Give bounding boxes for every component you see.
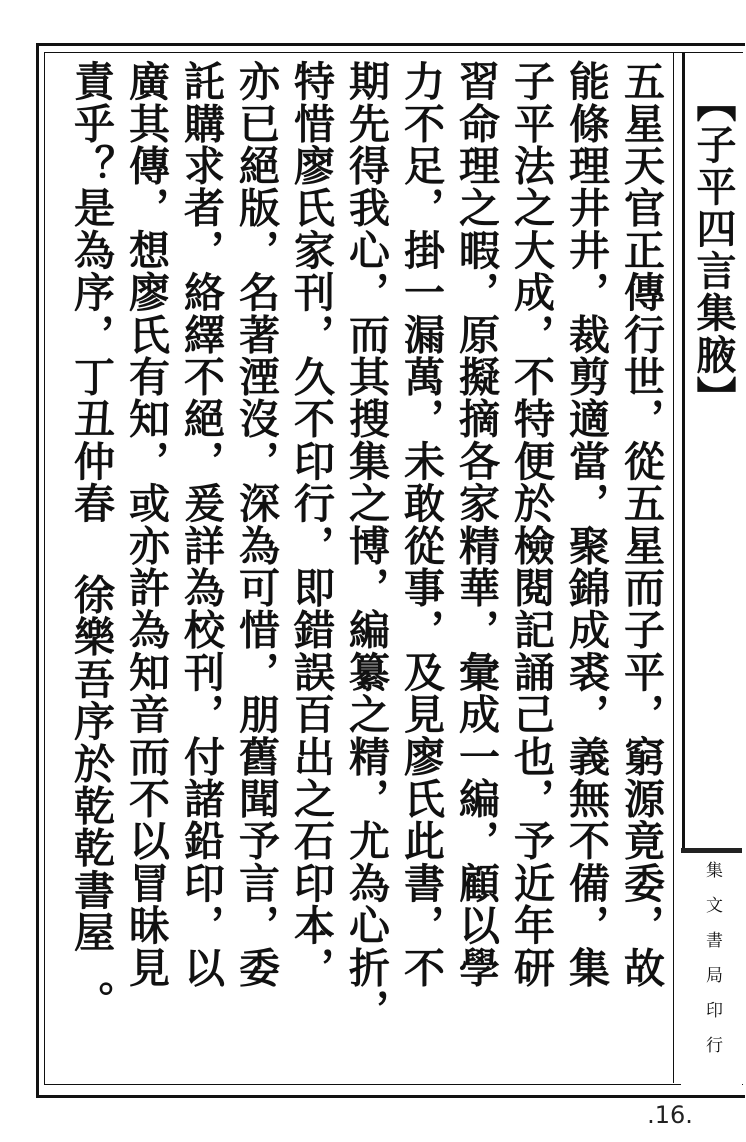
text-column-10: 廣其傳，想廖氏有知，或亦許為知音而不以冒昧見 — [122, 60, 170, 989]
text-column-11-end: 。 — [67, 980, 115, 1023]
text-column-2: 能條理井井，裁剪適當，聚錦成裘，義無不備，集 — [562, 60, 610, 989]
text-column-11: 責乎？是為序，丁丑仲春 徐樂吾序於乾乾書屋 — [67, 60, 115, 954]
text-column-3: 子平法之大成，不特便於檢閱記誦己也，予近年研 — [507, 60, 555, 989]
text-column-8: 亦已絕版，名著湮沒，深為可惜，朋舊聞予言，委 — [232, 60, 280, 989]
text-column-4: 習命理之暇，原擬摘各家精華，彙成一編，顧以學 — [452, 60, 500, 989]
title-divider-thin — [673, 52, 674, 1083]
text-column-6: 期先得我心，而其搜集之博，編纂之精，尤為心折， — [342, 60, 390, 1031]
text-column-5: 力不足，掛一漏萬，未敢從事，及見廖氏此書，不 — [397, 60, 445, 989]
page-number: .16. — [647, 1101, 693, 1129]
text-column-1: 五星天官正傳行世，從五星而子平，窮源竟委，故 — [617, 60, 665, 989]
publisher-box — [681, 848, 742, 1093]
text-body — [56, 60, 666, 1080]
text-column-7: 特惜廖氏家刊，久不印行，即錯誤百出之石印本， — [287, 60, 335, 989]
page-title: 【子平四言集腋】 — [690, 82, 736, 418]
publisher-name: 集文書局印行 — [702, 861, 722, 1071]
text-column-9: 託購求者，絡繹不絕，爰詳為校刊，付諸鉛印，以 — [177, 60, 225, 989]
